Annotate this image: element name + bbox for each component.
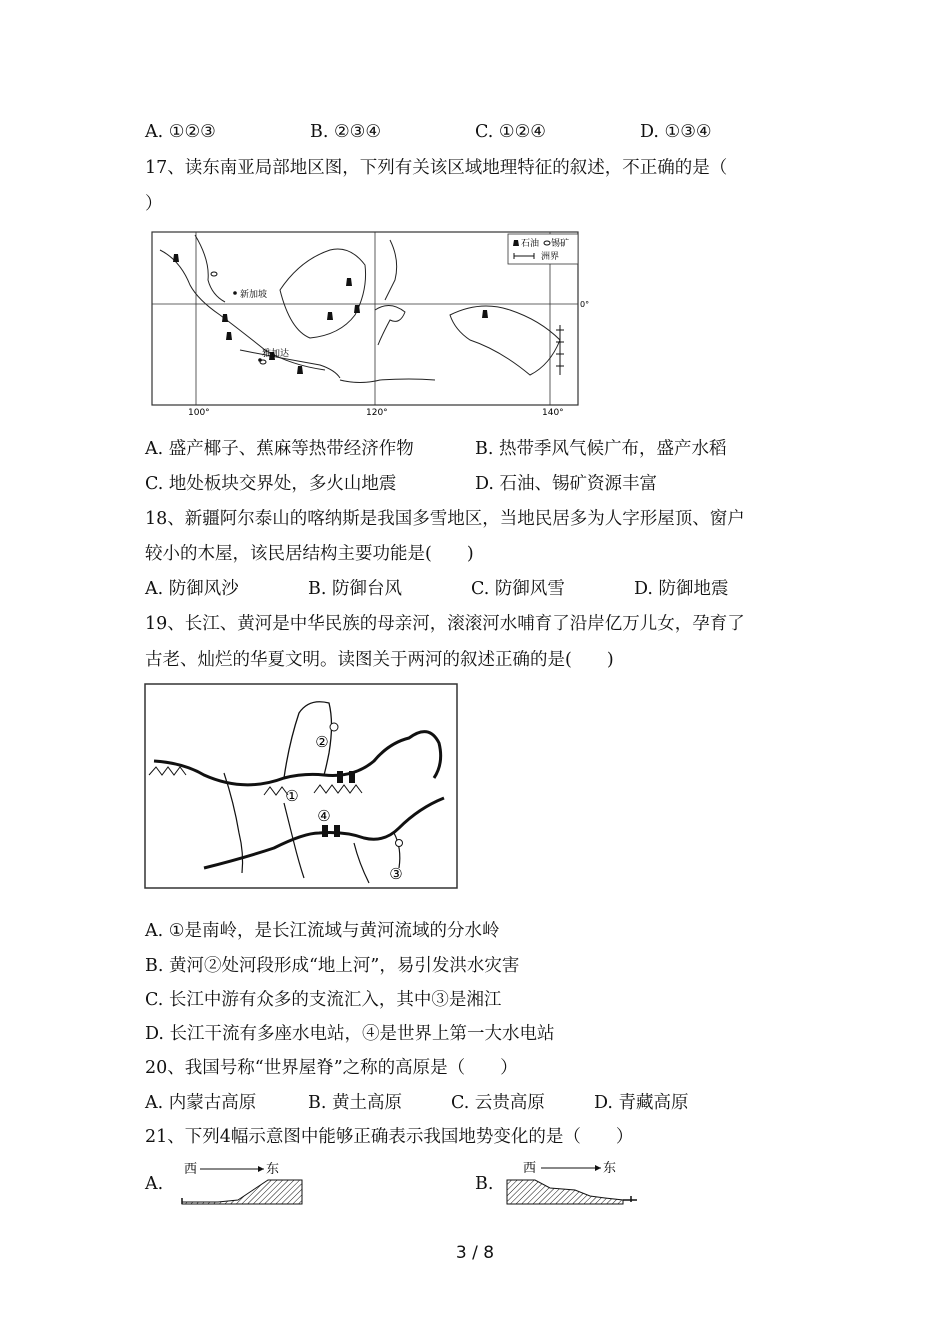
terrain-profile-a xyxy=(178,1160,308,1208)
q18-options xyxy=(145,577,729,601)
q18-option-b: B. 防御台风 xyxy=(308,579,402,599)
legend-boundary: 洲界 xyxy=(541,252,560,262)
q18-option-a: A. 防御风沙 xyxy=(145,579,239,599)
q18-stem-line2: 较小的木屋，该民居结构主要功能是( ) xyxy=(145,544,474,564)
q17-stem-line2: ） xyxy=(145,194,163,214)
map-label-3: ③ xyxy=(389,865,403,883)
q19-option-c: C. 长江中游有众多的支流汇入，其中③是湘江 xyxy=(145,990,502,1010)
q17-option-a: A. 盛产椰子、蕉麻等热带经济作物 xyxy=(145,439,414,459)
map-label-1: ① xyxy=(285,787,299,805)
q19-option-d: D. 长江干流有多座水电站，④是世界上第一大水电站 xyxy=(145,1024,555,1044)
q17-option-b: B. 热带季风气候广布，盛产水稻 xyxy=(475,439,727,459)
profile-b-west: 西 xyxy=(523,1161,537,1176)
map-label-2: ② xyxy=(315,733,329,751)
q17-option-d: D. 石油、锡矿资源丰富 xyxy=(475,474,658,494)
lon-label-140: 140° xyxy=(542,408,564,418)
q20-options xyxy=(145,1091,689,1115)
q16-option-c: C. ①②④ xyxy=(475,122,546,142)
q16-option-d: D. ①③④ xyxy=(640,122,712,142)
q21-option-b: B. xyxy=(475,1174,494,1194)
map-label-4: ④ xyxy=(317,807,331,825)
q19-stem-line1: 19、长江、黄河是中华民族的母亲河，滚滚河水哺育了沿岸亿万儿女，孕育了 xyxy=(145,614,745,634)
lon-label-100: 100° xyxy=(188,408,210,418)
q17-option-c: C. 地处板块交界处，多火山地震 xyxy=(145,474,397,494)
profile-b-east: 东 xyxy=(603,1161,617,1176)
q20-option-c: C. 云贵高原 xyxy=(451,1093,545,1113)
southeast-asia-map xyxy=(150,230,590,420)
place-singapore: 新加坡 xyxy=(240,290,268,300)
q18-stem-line1: 18、新疆阿尔泰山的喀纳斯是我国多雪地区，当地民居多为人字形屋顶、窗户 xyxy=(145,509,745,529)
legend-tin: 锡矿 xyxy=(551,239,570,249)
profile-a-east: 东 xyxy=(266,1162,280,1177)
q20-option-b: B. 黄土高原 xyxy=(308,1093,402,1113)
q20-option-a: A. 内蒙古高原 xyxy=(145,1093,257,1113)
legend-oil: 石油 xyxy=(521,239,540,249)
lon-label-120: 120° xyxy=(366,408,388,418)
q21-option-a: A. xyxy=(145,1174,164,1194)
place-jakarta: 雅加达 xyxy=(262,349,290,359)
q20-stem: 20、我国号称“世界屋脊”之称的高原是（ ） xyxy=(145,1058,518,1078)
rivers-map xyxy=(144,683,460,891)
q17-stem-line1: 17、读东南亚局部地区图，下列有关该区域地理特征的叙述，不正确的是（ xyxy=(145,158,728,178)
q21-stem: 21、下列4幅示意图中能够正确表示我国地势变化的是（ ） xyxy=(145,1127,634,1147)
q20-option-d: D. 青藏高原 xyxy=(594,1093,689,1113)
q18-option-c: C. 防御风雪 xyxy=(471,579,565,599)
profile-a-west: 西 xyxy=(184,1162,198,1177)
q16-option-a: A. ①②③ xyxy=(145,122,216,142)
q18-option-d: D. 防御地震 xyxy=(634,579,729,599)
q19-option-b: B. 黄河②处河段形成“地上河”，易引发洪水灾害 xyxy=(145,956,520,976)
lat-label-0: 0° xyxy=(580,300,590,309)
q16-options xyxy=(145,120,712,144)
q16-option-b: B. ②③④ xyxy=(310,122,382,142)
q19-stem-line2: 古老、灿烂的华夏文明。读图关于两河的叙述正确的是( ) xyxy=(145,650,614,670)
q19-option-a: A. ①是南岭，是长江流域与黄河流域的分水岭 xyxy=(145,921,500,941)
page-number: 3 / 8 xyxy=(455,1243,495,1263)
terrain-profile-b xyxy=(505,1158,645,1210)
